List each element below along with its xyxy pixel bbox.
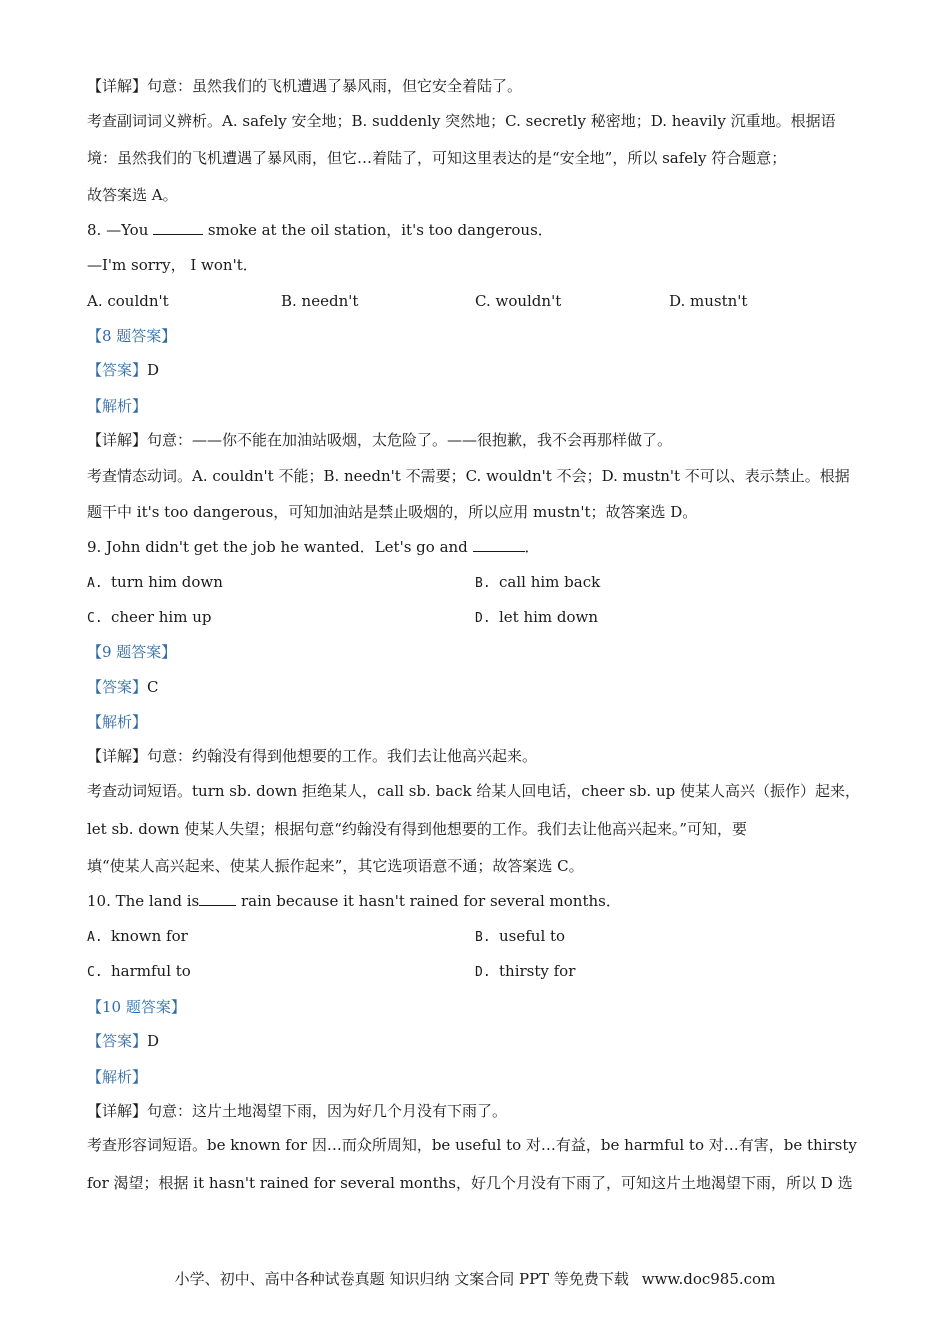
q10-analysis-line-2: for 渴望；根据 it hasn't rained for several months，好几个月没有下雨了，可知这片土地渴望下雨，所以 D 选 bbox=[87, 1174, 853, 1192]
q8-stem: 8. —You smoke at the oil station，it's too dangerous． bbox=[87, 221, 553, 239]
q8-analysis-label: 【解析】 bbox=[87, 397, 148, 415]
q8-analysis-line-2: 题干中 it's too dangerous，可知加油站是禁止吸烟的，所以应用 mustn't；故答案选 D。 bbox=[87, 503, 698, 521]
q10-answer-heading: 【10 题答案】 bbox=[87, 998, 186, 1016]
q8-option-a: A. couldn't bbox=[87, 292, 169, 310]
footer-url[interactable]: www.doc985.com bbox=[641, 1270, 776, 1288]
q8-reply: —I'm sorry， I won't． bbox=[87, 256, 258, 274]
q9-answer-heading: 【9 题答案】 bbox=[87, 643, 177, 661]
q8-answer bbox=[87, 360, 159, 380]
q8-option-b: B. needn't bbox=[281, 292, 359, 310]
answer-blank bbox=[153, 220, 203, 235]
q10-option-a: A. known for bbox=[87, 927, 188, 945]
q9-option-c: C. cheer him up bbox=[87, 608, 212, 626]
page-footer bbox=[0, 1268, 950, 1289]
answer-label: 【答案】 bbox=[87, 361, 148, 379]
q9-analysis-line-1: 考查动词短语。turn sb. down 拒绝某人，call sb. back 给某人回电话，cheer sb. up 使某人高兴（振作）起来， bbox=[87, 782, 860, 800]
q9-stem: 9. John didn't get the job he wanted．Let's go and ． bbox=[87, 538, 540, 556]
q8-detail: 【详解】句意：——你不能在加油站吸烟，太危险了。——很抱歉，我不会再那样做了。 bbox=[87, 431, 673, 449]
footer-text: 小学、初中、高中各种试卷真题 知识归纳 文案合同 PPT 等免费下载 bbox=[174, 1270, 629, 1288]
q8-option-d: D. mustn't bbox=[669, 292, 748, 310]
q9-answer: 【答案】C bbox=[87, 678, 159, 696]
q10-stem: 10. The land is rain because it hasn't rained for several months． bbox=[87, 892, 621, 910]
q9-analysis-line-3: 填“使某人高兴起来、使某人振作起来”，其它选项语意不通；故答案选 C。 bbox=[87, 857, 584, 875]
q7-analysis-line-1: 考查副词词义辨析。A. safely 安全地；B. suddenly 突然地；C. secretly 秘密地；D. heavily 沉重地。根据语 bbox=[87, 112, 836, 130]
q7-analysis-line-2: 境：虽然我们的飞机遭遇了暴风雨，但它…着陆了，可知这里表达的是“安全地”，所以 safely 符合题意； bbox=[87, 149, 787, 167]
answer-blank bbox=[199, 891, 236, 906]
q7-analysis-line-3: 故答案选 A。 bbox=[87, 186, 178, 204]
q9-option-d: D. let him down bbox=[475, 608, 599, 626]
q7-detail bbox=[87, 76, 522, 96]
q9-detail: 【详解】句意：约翰没有得到他想要的工作。我们去让他高兴起来。 bbox=[87, 747, 538, 765]
q10-option-c: C. harmful to bbox=[87, 962, 191, 980]
q9-option-a: A. turn him down bbox=[87, 573, 223, 591]
q10-option-b: B. useful to bbox=[475, 927, 566, 945]
q10-detail: 【详解】句意：这片土地渴望下雨，因为好几个月没有下雨了。 bbox=[87, 1102, 508, 1120]
q9-analysis-label: 【解析】 bbox=[87, 713, 148, 731]
q9-option-b: B. call him back bbox=[475, 573, 601, 591]
detail-label: 【详解】 bbox=[87, 77, 148, 95]
q10-analysis-label: 【解析】 bbox=[87, 1068, 148, 1086]
q9-analysis-line-2: let sb. down 使某人失望；根据句意“约翰没有得到他想要的工作。我们去让他高兴起来。”可知，要 bbox=[87, 820, 748, 838]
q8-option-c: C. wouldn't bbox=[475, 292, 562, 310]
q10-answer: 【答案】D bbox=[87, 1032, 160, 1050]
q10-option-d: D. thirsty for bbox=[475, 962, 576, 980]
q10-analysis-line-1: 考查形容词短语。be known for 因…而众所周知，be useful to 对…有益，be harmful to 对…有害，be thirsty bbox=[87, 1136, 857, 1154]
answer-value: D bbox=[147, 361, 160, 379]
detail-text: 句意：虽然我们的飞机遭遇了暴风雨，但它安全着陆了。 bbox=[147, 77, 523, 95]
answer-blank bbox=[473, 537, 525, 552]
q8-analysis-line-1: 考查情态动词。A. couldn't 不能；B. needn't 不需要；C. wouldn't 不会；D. mustn't 不可以、表示禁止。根据 bbox=[87, 467, 850, 485]
q8-answer-heading: 【8 题答案】 bbox=[87, 327, 177, 345]
